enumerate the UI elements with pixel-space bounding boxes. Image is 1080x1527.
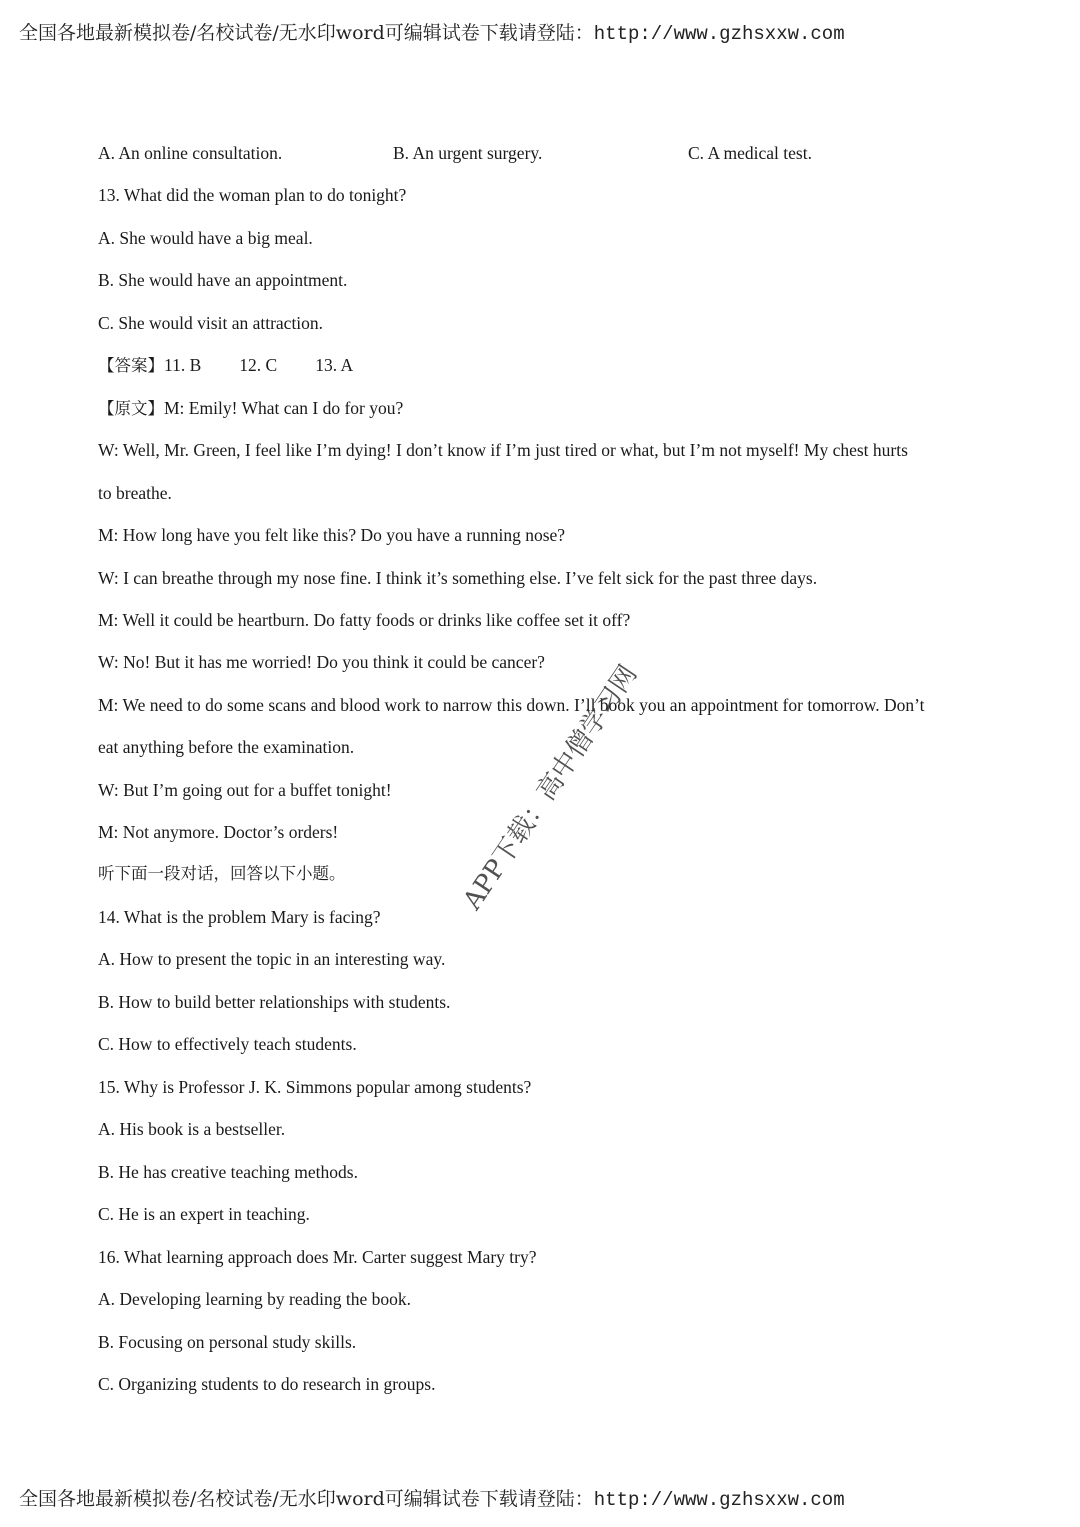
transcript-line-7: W: No! But it has me worried! Do you think it could be cancer? — [98, 652, 545, 672]
transcript-line-5: W: I can breathe through my nose fine. I think it’s something else. I’ve felt sick for the past three days. — [98, 568, 818, 588]
q16-question: 16. What learning approach does Mr. Carter suggest Mary try? — [98, 1247, 537, 1267]
transcript-line-11: M: Not anymore. Doctor’s orders! — [98, 822, 339, 842]
q13-option-c: C. She would visit an attraction. — [98, 313, 324, 333]
q15-option-a: A. His book is a bestseller. — [98, 1119, 286, 1139]
answer-11: 11. B — [164, 355, 202, 375]
q13-option-a: A. She would have a big meal. — [98, 228, 313, 248]
q12-option-b: B. An urgent surgery. — [393, 143, 543, 163]
footer-banner-text: 全国各地最新模拟卷/名校试卷/无水印word可编辑试卷下载请登陆： — [19, 1488, 594, 1510]
section-instruction: 听下面一段对话，回答以下小题。 — [98, 864, 346, 883]
q13-question: 13. What did the woman plan to do tonight? — [98, 185, 407, 205]
footer-banner — [19, 1487, 845, 1512]
header-banner — [19, 21, 845, 46]
q12-option-c: C. A medical test. — [688, 143, 812, 163]
answer-13: 13. A — [315, 355, 354, 375]
transcript-line-9: eat anything before the examination. — [98, 737, 355, 757]
header-banner-text: 全国各地最新模拟卷/名校试卷/无水印word可编辑试卷下载请登陆： — [19, 22, 594, 44]
q13-option-b: B. She would have an appointment. — [98, 270, 348, 290]
answer-12: 12. C — [239, 355, 278, 375]
transcript-line-1 — [98, 396, 403, 421]
q16-option-b: B. Focusing on personal study skills. — [98, 1332, 357, 1352]
q16-option-c: C. Organizing students to do research in groups. — [98, 1374, 436, 1394]
watermark: APP下载：高中僧学习网 — [457, 659, 644, 916]
q16-option-a: A. Developing learning by reading the book. — [98, 1289, 411, 1309]
transcript-line-6: M: Well it could be heartburn. Do fatty foods or drinks like coffee set it off? — [98, 610, 631, 630]
q15-question: 15. Why is Professor J. K. Simmons popular among students? — [98, 1077, 532, 1097]
q12-option-a: A. An online consultation. — [98, 143, 283, 163]
transcript-label: 【原文】 — [98, 399, 164, 418]
answer-label: 【答案】 — [98, 356, 164, 375]
transcript-text-1: M: Emily! What can I do for you? — [164, 398, 404, 418]
answer-line — [98, 353, 353, 378]
transcript-line-4: M: How long have you felt like this? Do you have a running nose? — [98, 525, 566, 545]
q14-option-a: A. How to present the topic in an interesting way. — [98, 949, 446, 969]
q14-option-c: C. How to effectively teach students. — [98, 1034, 357, 1054]
q15-option-b: B. He has creative teaching methods. — [98, 1162, 358, 1182]
transcript-line-2: W: Well, Mr. Green, I feel like I’m dying! I don’t know if I’m just tired or what, but I’m not myself! My chest hurts — [98, 440, 908, 460]
transcript-line-8: M: We need to do some scans and blood work to narrow this down. I’ll book you an appointment for tomorrow. Don’t — [98, 695, 925, 715]
q14-question: 14. What is the problem Mary is facing? — [98, 907, 381, 927]
header-banner-url[interactable]: http://www.gzhsxxw.com — [593, 23, 845, 45]
transcript-line-3: to breathe. — [98, 483, 172, 503]
q14-option-b: B. How to build better relationships with students. — [98, 992, 451, 1012]
q15-option-c: C. He is an expert in teaching. — [98, 1204, 310, 1224]
footer-banner-url[interactable]: http://www.gzhsxxw.com — [593, 1489, 845, 1511]
transcript-line-10: W: But I’m going out for a buffet tonight! — [98, 780, 392, 800]
